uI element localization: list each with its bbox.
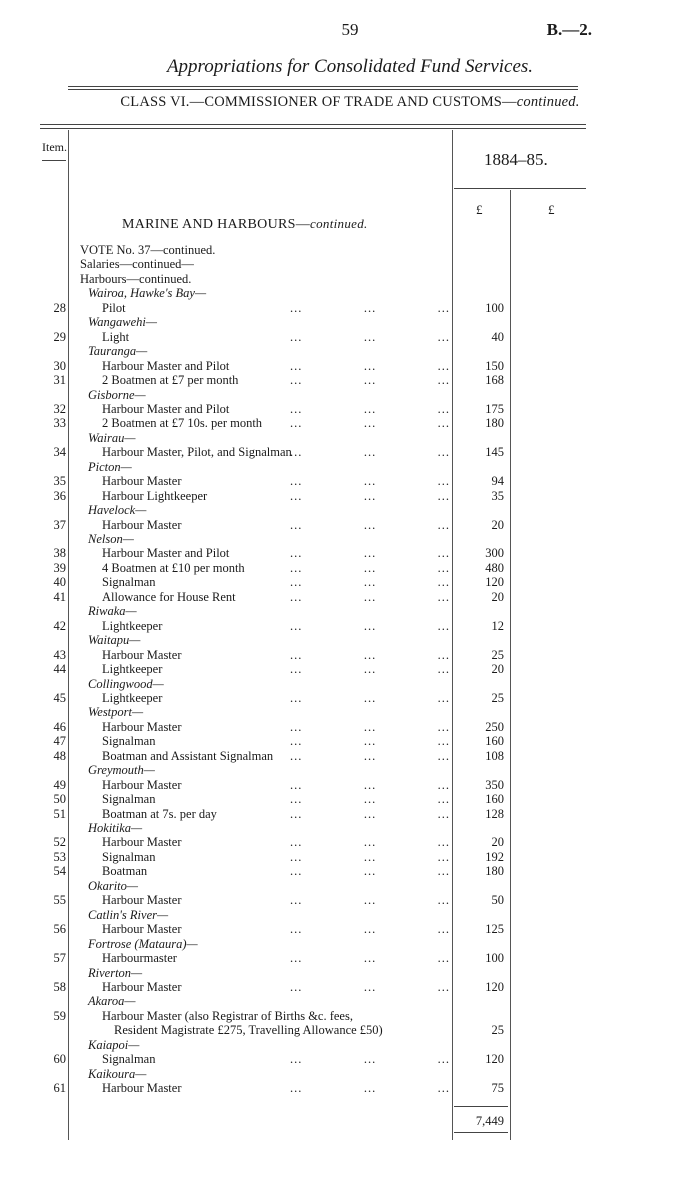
table-row xyxy=(0,1052,700,1066)
table-row xyxy=(0,590,700,604)
item-number: 29 xyxy=(53,329,66,344)
table-row xyxy=(0,720,700,734)
item-number: 40 xyxy=(53,575,66,590)
amount-value: 145 xyxy=(485,445,504,460)
section-heading-main: MARINE AND HARBOURS— xyxy=(122,217,311,232)
leader-dots: ... ... ... xyxy=(290,560,450,575)
leader-dots: ... ... ... xyxy=(290,719,450,734)
table-row xyxy=(0,778,700,792)
item-description: Allowance for House Rent xyxy=(102,589,236,604)
item-number: 46 xyxy=(53,719,66,734)
item-number: 50 xyxy=(53,792,66,807)
year-header: 1884–85. xyxy=(484,150,548,169)
item-description: Boatman and Assistant Signalman xyxy=(102,748,274,763)
leader-dots: ... ... ... xyxy=(290,589,450,604)
amount-value: 192 xyxy=(485,849,504,864)
item-description: Boatman xyxy=(102,864,148,879)
item-number: 53 xyxy=(53,849,66,864)
amount-value: 20 xyxy=(491,662,504,677)
item-description: Signalman xyxy=(102,849,156,864)
table-row xyxy=(0,749,700,763)
table-row xyxy=(0,1038,700,1052)
location-heading: Waitapu— xyxy=(88,633,141,648)
amount-value: 120 xyxy=(485,1052,504,1067)
item-number: 60 xyxy=(53,1052,66,1067)
vote-total: 7,449 xyxy=(475,1114,504,1128)
leader-dots: ... ... ... xyxy=(290,777,450,792)
location-heading: Fortrose (Mataura)— xyxy=(88,936,198,951)
location-heading: Westport— xyxy=(88,705,144,720)
item-number: 48 xyxy=(53,748,66,763)
item-description: Harbour Master xyxy=(102,517,182,532)
location-heading: Hokitika— xyxy=(88,821,143,835)
page-title: Appropriations for Consolidated Fund Services. xyxy=(166,56,534,77)
item-number: 34 xyxy=(53,445,66,460)
item-description: Lightkeeper xyxy=(102,690,163,705)
item-description: Harbour Master xyxy=(102,719,182,734)
location-heading: Greymouth— xyxy=(88,763,155,778)
table-row xyxy=(0,850,700,864)
leader-dots: ... ... ... xyxy=(290,835,450,850)
item-number: 28 xyxy=(53,300,66,315)
amount-value: 25 xyxy=(491,1023,504,1038)
leader-dots: ... ... ... xyxy=(290,792,450,807)
leader-dots: ... ... ... xyxy=(290,474,450,489)
item-number: 39 xyxy=(53,560,66,575)
class-heading xyxy=(0,94,700,111)
item-number: 30 xyxy=(53,358,66,373)
item-number: 45 xyxy=(53,690,66,705)
leader-dots: ... ... ... xyxy=(290,618,450,633)
location-heading: Tauranga— xyxy=(88,344,148,359)
item-header-rule xyxy=(42,160,66,161)
leader-dots: ... ... ... xyxy=(290,922,450,937)
amount-value: 180 xyxy=(485,864,504,879)
item-number: 58 xyxy=(53,979,66,994)
table-row xyxy=(0,575,700,589)
item-description: Signalman xyxy=(102,734,156,749)
leader-dots: ... ... ... xyxy=(290,1052,450,1067)
table-top-rule-2 xyxy=(40,128,586,129)
item-number: 59 xyxy=(53,1008,66,1023)
table-row xyxy=(0,257,700,271)
item-description: Harbour Master xyxy=(102,922,182,937)
item-description: Harbour Master and Pilot xyxy=(102,546,230,561)
item-number: 61 xyxy=(53,1081,66,1096)
amount-value: 480 xyxy=(485,560,504,575)
leader-dots: ... ... ... xyxy=(290,488,450,503)
leader-dots: ... ... ... xyxy=(290,647,450,662)
location-heading: Riwaka— xyxy=(88,604,137,619)
item-description: Harbour Master xyxy=(102,777,182,792)
item-number: 51 xyxy=(53,806,66,821)
item-number: 54 xyxy=(53,864,66,879)
table-row xyxy=(0,763,700,777)
item-description: Harbour Master xyxy=(102,835,182,850)
item-description: Harbour Master (also Registrar of Births &c. fees, xyxy=(102,1008,353,1023)
table-row xyxy=(0,633,700,647)
amount-value: 128 xyxy=(485,806,504,821)
item-number: 42 xyxy=(53,618,66,633)
item-number: 44 xyxy=(53,662,66,677)
item-description: Lightkeeper xyxy=(102,618,163,633)
leader-dots: ... ... ... xyxy=(290,864,450,879)
leader-dots: ... ... ... xyxy=(290,329,450,344)
item-number: 43 xyxy=(53,647,66,662)
table-row xyxy=(0,489,700,503)
title-rule xyxy=(68,86,578,87)
leader-dots: ... ... ... xyxy=(290,445,450,460)
table-row xyxy=(0,474,700,488)
item-number: 52 xyxy=(53,835,66,850)
table-row xyxy=(0,893,700,907)
item-description: Harbour Master xyxy=(102,1081,182,1096)
item-description: Resident Magistrate £275, Travelling Allowance £50) xyxy=(114,1023,383,1038)
table-row xyxy=(0,922,700,936)
leader-dots: ... ... ... xyxy=(290,734,450,749)
table-row xyxy=(0,460,700,474)
leader-dots: ... ... ... xyxy=(290,690,450,705)
table-row xyxy=(0,330,700,344)
leader-dots: ... ... ... xyxy=(290,849,450,864)
item-description: Lightkeeper xyxy=(102,662,163,677)
item-description: Harbour Master xyxy=(102,647,182,662)
item-number: 38 xyxy=(53,546,66,561)
table-row xyxy=(0,344,700,358)
table-row xyxy=(0,937,700,951)
section-heading xyxy=(122,216,368,233)
item-number: 57 xyxy=(53,951,66,966)
amount-value: 94 xyxy=(491,474,504,489)
amount-value: 25 xyxy=(491,647,504,662)
leader-dots: ... ... ... xyxy=(290,1081,450,1096)
leader-dots: ... ... ... xyxy=(290,893,450,908)
table-row xyxy=(0,792,700,806)
pound-header-left: £ xyxy=(476,202,483,217)
item-number: 35 xyxy=(53,474,66,489)
item-description: Signalman xyxy=(102,575,156,590)
leader-dots: ... ... ... xyxy=(290,979,450,994)
item-description: Harbour Master xyxy=(102,474,182,489)
table-row xyxy=(0,561,700,575)
table-row xyxy=(0,1009,700,1023)
location-heading: Nelson— xyxy=(88,532,134,546)
table-row xyxy=(0,807,700,821)
amount-value: 120 xyxy=(485,575,504,590)
location-heading: Okarito— xyxy=(88,878,138,893)
amount-value: 160 xyxy=(485,792,504,807)
location-heading: Akaroa— xyxy=(88,994,136,1009)
amount-value: 25 xyxy=(491,690,504,705)
table-row xyxy=(0,604,700,618)
amount-value: 20 xyxy=(491,517,504,532)
amount-value: 108 xyxy=(485,748,504,763)
item-number: 32 xyxy=(53,401,66,416)
amount-value: 160 xyxy=(485,734,504,749)
amount-value: 35 xyxy=(491,488,504,503)
table-row xyxy=(0,691,700,705)
leader-dots: ... ... ... xyxy=(290,748,450,763)
table-row xyxy=(0,705,700,719)
amount-value: 20 xyxy=(491,589,504,604)
amount-value: 120 xyxy=(485,979,504,994)
amount-value: 175 xyxy=(485,401,504,416)
location-heading: Kaiapoi— xyxy=(88,1037,140,1052)
table-row xyxy=(0,966,700,980)
table-row xyxy=(0,445,700,459)
table-row xyxy=(0,546,700,560)
table-row xyxy=(0,532,700,546)
table-row xyxy=(0,864,700,878)
location-heading: Picton— xyxy=(88,459,132,474)
table-row xyxy=(0,980,700,994)
table-row xyxy=(0,373,700,387)
amount-value: 125 xyxy=(485,922,504,937)
item-number: 55 xyxy=(53,893,66,908)
leader-dots: ... ... ... xyxy=(290,517,450,532)
location-heading: Collingwood— xyxy=(88,676,164,691)
leader-dots: ... ... ... xyxy=(290,575,450,590)
leader-dots: ... ... ... xyxy=(290,662,450,677)
leader-dots: ... ... ... xyxy=(290,806,450,821)
amount-value: 20 xyxy=(491,835,504,850)
location-heading: Catlin's River— xyxy=(88,907,169,922)
table-row xyxy=(0,879,700,893)
item-number: 37 xyxy=(53,517,66,532)
amount-value: 180 xyxy=(485,416,504,431)
item-number: 36 xyxy=(53,488,66,503)
amount-value: 250 xyxy=(485,719,504,734)
item-description: Harbour Master xyxy=(102,893,182,908)
leader-dots: ... ... ... xyxy=(290,416,450,431)
item-description: Signalman xyxy=(102,792,156,807)
page-number: 59 xyxy=(341,20,359,39)
total-underline xyxy=(454,1132,508,1133)
item-number: 31 xyxy=(53,373,66,388)
amount-value: 150 xyxy=(485,358,504,373)
leader-dots: ... ... ... xyxy=(290,546,450,561)
item-description: 2 Boatmen at £7 per month xyxy=(102,373,239,388)
table-row xyxy=(0,648,700,662)
table-row xyxy=(0,619,700,633)
section-heading-continued: continued. xyxy=(310,216,368,231)
table-row xyxy=(0,951,700,965)
item-description: Signalman xyxy=(102,1052,156,1067)
location-heading: Wangawehi— xyxy=(88,315,157,330)
class-heading-main: CLASS VI.—COMMISSIONER OF TRADE AND CUSTOMS— xyxy=(120,94,517,110)
table-row xyxy=(0,503,700,517)
leader-dots: ... ... ... xyxy=(290,358,450,373)
item-description: Harbour Master and Pilot xyxy=(102,401,230,416)
table-row xyxy=(0,388,700,402)
table-row xyxy=(0,821,700,835)
table-row xyxy=(0,908,700,922)
title-rule-2 xyxy=(68,89,578,90)
location-heading: Riverton— xyxy=(88,965,143,980)
item-description: Harbours—continued. xyxy=(80,271,192,286)
amount-value: 100 xyxy=(485,300,504,315)
table-row xyxy=(0,272,700,286)
location-heading: Gisborne— xyxy=(88,387,146,402)
amount-value: 300 xyxy=(485,546,504,561)
item-description: 2 Boatmen at £7 10s. per month xyxy=(102,416,263,431)
table-row xyxy=(0,286,700,300)
table-row xyxy=(0,402,700,416)
item-column-header: Item. xyxy=(42,140,67,154)
table-row xyxy=(0,359,700,373)
item-number: 47 xyxy=(53,734,66,749)
table-row xyxy=(0,301,700,315)
item-number: 41 xyxy=(53,589,66,604)
table-row xyxy=(0,416,700,430)
amount-value: 100 xyxy=(485,951,504,966)
item-number: 33 xyxy=(53,416,66,431)
item-description: Boatman at 7s. per day xyxy=(102,806,217,821)
item-description: Light xyxy=(102,329,130,344)
item-description: Salaries—continued— xyxy=(80,257,194,272)
location-heading: Wairau— xyxy=(88,430,136,445)
item-description: Harbourmaster xyxy=(102,951,177,966)
location-heading: Havelock— xyxy=(88,503,147,518)
leader-dots: ... ... ... xyxy=(290,951,450,966)
amount-value: 12 xyxy=(491,618,504,633)
table-row xyxy=(0,734,700,748)
amount-value: 75 xyxy=(491,1081,504,1096)
leader-dots: ... ... ... xyxy=(290,401,450,416)
item-description: 4 Boatmen at £10 per month xyxy=(102,560,245,575)
amount-value: 350 xyxy=(485,777,504,792)
amount-value: 50 xyxy=(491,893,504,908)
location-heading: Kaikoura— xyxy=(88,1066,147,1081)
item-description: Harbour Master xyxy=(102,979,182,994)
table-row xyxy=(0,518,700,532)
table-row xyxy=(0,243,700,257)
item-description: Harbour Master and Pilot xyxy=(102,358,230,373)
amount-value: 168 xyxy=(485,373,504,388)
item-description: Harbour Lightkeeper xyxy=(102,488,208,503)
table-row xyxy=(0,431,700,445)
amount-value: 40 xyxy=(491,329,504,344)
table-row xyxy=(0,662,700,676)
item-description: Harbour Master, Pilot, and Signalman xyxy=(102,445,292,460)
leader-dots: ... ... ... xyxy=(290,373,450,388)
item-number: 49 xyxy=(53,777,66,792)
table-row xyxy=(0,1023,700,1037)
class-heading-continued: continued. xyxy=(516,94,580,110)
document-code: B.—2. xyxy=(546,20,592,39)
table-top-rule xyxy=(40,124,586,125)
total-rule xyxy=(454,1106,508,1107)
item-number: 56 xyxy=(53,922,66,937)
pound-header-right: £ xyxy=(548,202,555,217)
table-row xyxy=(0,1081,700,1095)
table-row xyxy=(0,835,700,849)
table-row xyxy=(0,994,700,1008)
leader-dots: ... ... ... xyxy=(290,300,450,315)
location-heading: Wairoa, Hawke's Bay— xyxy=(88,286,207,301)
item-description: VOTE No. 37—continued. xyxy=(80,243,216,257)
table-row xyxy=(0,677,700,691)
table-row xyxy=(0,1067,700,1081)
item-description: Pilot xyxy=(102,300,126,315)
year-header-rule xyxy=(454,188,586,189)
table-row xyxy=(0,315,700,329)
